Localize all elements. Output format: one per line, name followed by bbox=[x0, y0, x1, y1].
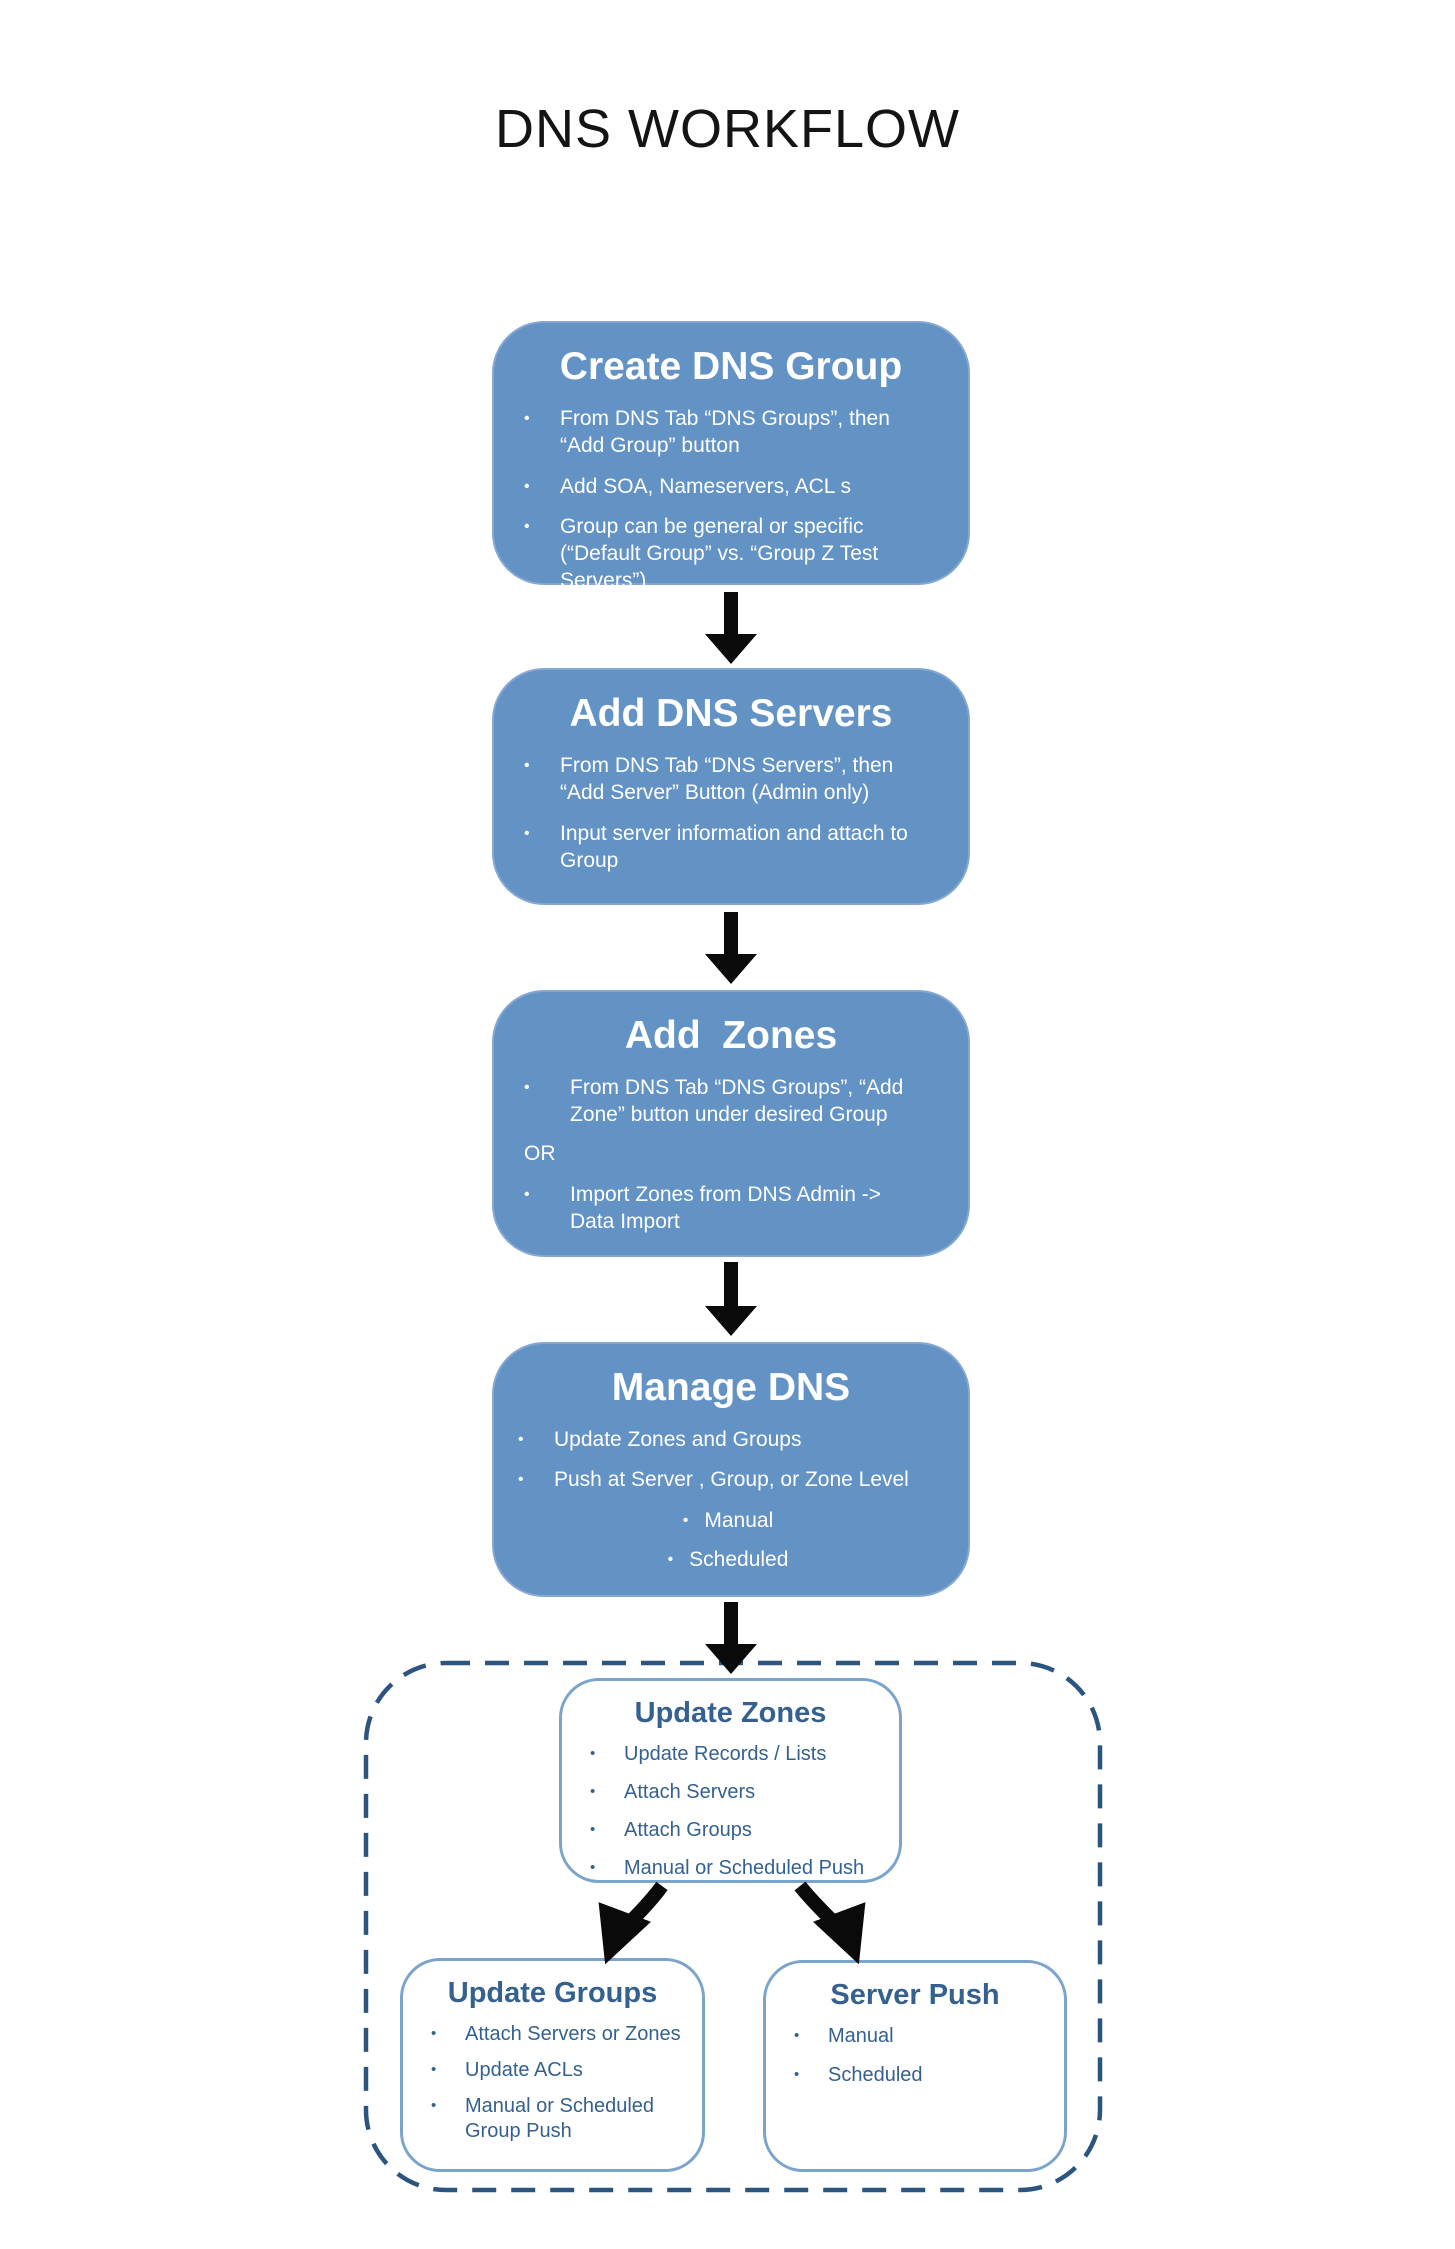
bullet-item: • Input server information and attach to Group bbox=[524, 820, 930, 875]
bullet-marker bbox=[431, 2094, 465, 2119]
node-bullets bbox=[494, 752, 968, 874]
node-bullets bbox=[766, 2024, 1064, 2088]
bullet-item: • Attach Servers bbox=[590, 1780, 879, 1805]
bullet-item: • Attach Servers or Zones bbox=[431, 2022, 682, 2047]
bullet-item: • From DNS Tab “DNS Groups”, “Add Zone” button under desired Group bbox=[524, 1074, 930, 1129]
bullet-item: • Add SOA, Nameservers, ACL s bbox=[524, 473, 930, 500]
arrow-servers-to-zones bbox=[705, 912, 757, 984]
arrow-create-to-servers bbox=[705, 592, 757, 664]
node-title: Manage DNS bbox=[611, 1366, 851, 1409]
bullet-item: • From DNS Tab “DNS Groups”, then “Add Group” button bbox=[524, 405, 930, 460]
bullet-marker bbox=[431, 2058, 465, 2083]
arrow-manage-to-update-zones bbox=[705, 1602, 757, 1674]
bullet-marker bbox=[524, 1181, 570, 1208]
flow-node-add-dns-servers bbox=[492, 668, 970, 905]
bullet-marker bbox=[524, 405, 560, 432]
bullet-marker bbox=[668, 1546, 674, 1573]
bullet-item: • Update Records / Lists bbox=[590, 1742, 879, 1767]
detail-node-update-zones bbox=[559, 1678, 902, 1883]
bullet-item: • Attach Groups bbox=[590, 1818, 879, 1843]
detail-node-server-push bbox=[763, 1960, 1067, 2172]
bullet-marker bbox=[683, 1507, 689, 1534]
sub-bullet-item: • Scheduled bbox=[518, 1546, 938, 1573]
node-title: Update Groups bbox=[447, 1977, 658, 2009]
bullet-item: • Update ACLs bbox=[431, 2058, 682, 2083]
node-bullets bbox=[494, 1426, 968, 1573]
arrow-zones-to-manage bbox=[705, 1262, 757, 1336]
bullet-marker bbox=[524, 820, 560, 847]
bullet-marker bbox=[590, 1742, 624, 1767]
bullet-item: • Scheduled bbox=[794, 2063, 1044, 2088]
node-title: Add DNS Servers bbox=[569, 692, 893, 735]
sub-bullet-item: • Manual bbox=[518, 1507, 938, 1534]
node-bullets bbox=[494, 405, 968, 595]
bullet-marker bbox=[794, 2024, 828, 2049]
node-bullets bbox=[403, 2022, 702, 2144]
node-title: Server Push bbox=[830, 1979, 1000, 2011]
flow-node-create-dns-group bbox=[492, 321, 970, 593]
bullet-marker bbox=[524, 752, 560, 779]
flow-node-manage-dns bbox=[492, 1342, 970, 1597]
bullet-marker bbox=[524, 513, 560, 540]
bullet-marker bbox=[590, 1780, 624, 1805]
bullet-item: • Import Zones from DNS Admin -> Data Import bbox=[524, 1181, 930, 1236]
bullet-item: • Manual or Scheduled Push bbox=[590, 1856, 879, 1881]
bullet-marker bbox=[590, 1818, 624, 1843]
arrow-update-zones-to-update-groups bbox=[612, 1886, 662, 1946]
bullet-marker bbox=[431, 2022, 465, 2047]
bullet-marker bbox=[794, 2063, 828, 2088]
bullet-item: • From DNS Tab “DNS Servers”, then “Add Server” Button (Admin only) bbox=[524, 752, 930, 807]
bullet-item: • Group can be general or specific (“Default Group” vs. “Group Z Test Servers”) bbox=[524, 513, 930, 595]
bullet-marker bbox=[524, 473, 560, 500]
bullet-marker bbox=[518, 1426, 554, 1453]
bullet-item: • Manual bbox=[794, 2024, 1044, 2049]
or-label: OR bbox=[524, 1141, 556, 1165]
node-title: Update Zones bbox=[634, 1697, 827, 1729]
bullet-marker bbox=[524, 1074, 570, 1101]
flow-node-add-zones bbox=[492, 990, 970, 1257]
node-bullets bbox=[494, 1074, 968, 1235]
bullet-item: • Manual or Scheduled Group Push bbox=[431, 2094, 682, 2144]
detail-node-update-groups bbox=[400, 1958, 705, 2172]
page-title: DNS WORKFLOW bbox=[495, 99, 960, 159]
arrow-update-zones-to-server-push bbox=[800, 1886, 852, 1946]
node-bullets bbox=[562, 1742, 899, 1881]
bullet-item: • Push at Server , Group, or Zone Level bbox=[518, 1466, 938, 1493]
node-title: Add Zones bbox=[624, 1014, 838, 1057]
node-title: Create DNS Group bbox=[559, 345, 903, 388]
bullet-item: • Update Zones and Groups bbox=[518, 1426, 938, 1453]
bullet-marker bbox=[590, 1856, 624, 1881]
bullet-marker bbox=[518, 1466, 554, 1493]
